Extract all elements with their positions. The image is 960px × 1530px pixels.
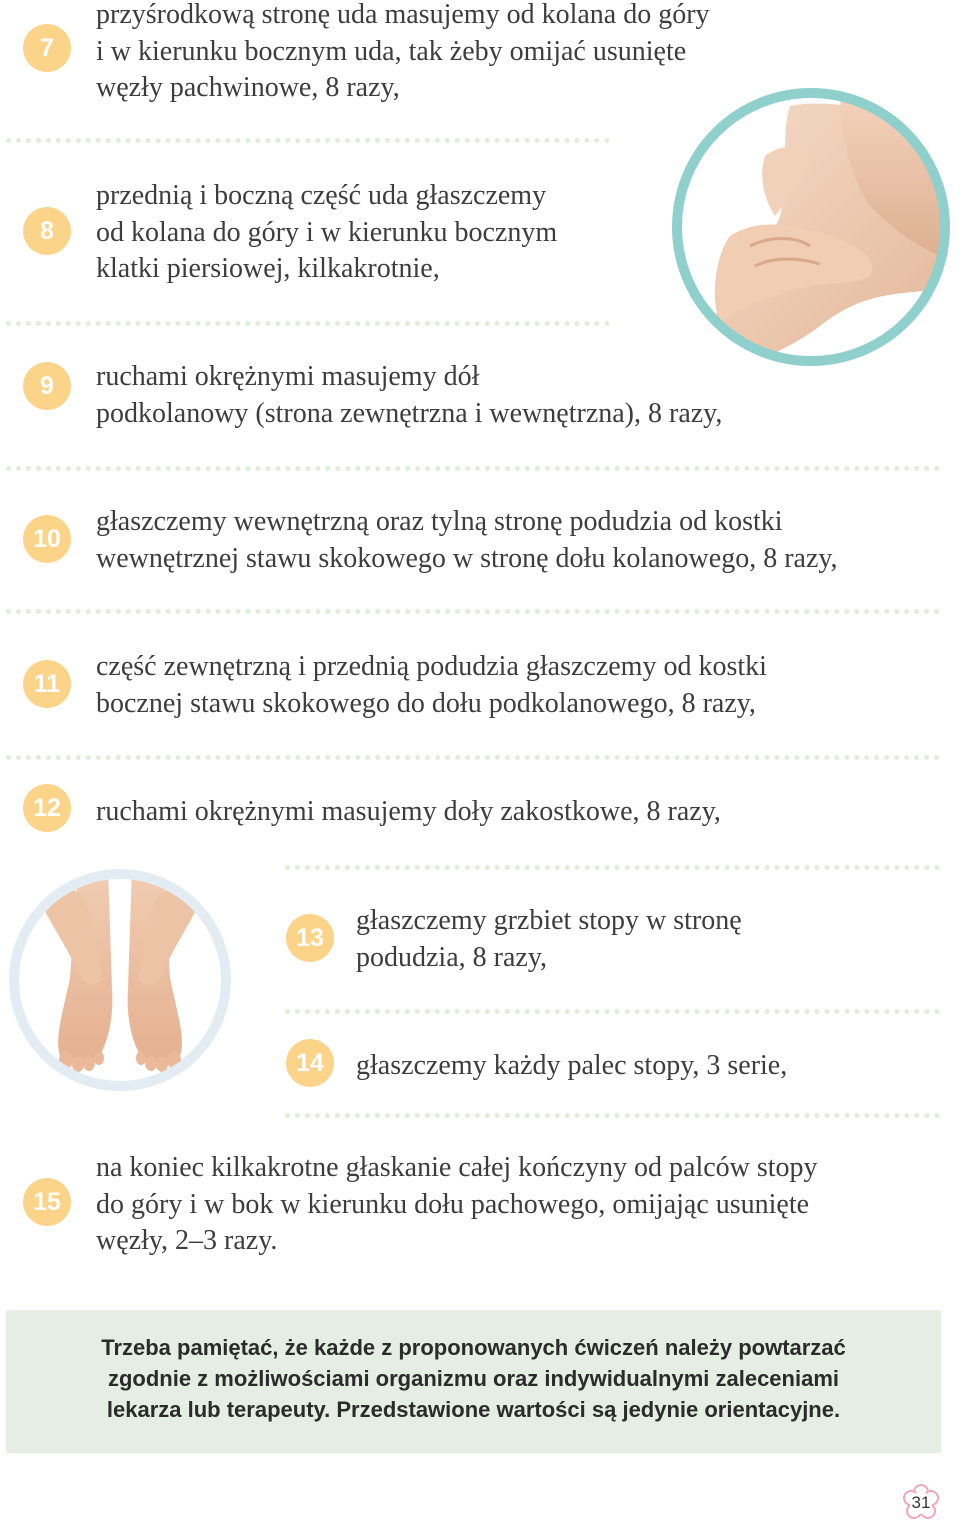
step-13-line: podudzia, 8 razy, <box>356 941 547 973</box>
step-12-text <box>96 794 721 831</box>
step-15-line: węzły, 2–3 razy. <box>96 1225 278 1256</box>
step-8-line: klatki piersiowej, kilkakrotnie, <box>96 253 440 284</box>
step-15-text <box>96 1150 818 1260</box>
step-badge-14: 14 <box>286 1039 334 1087</box>
step-12-line: ruchami okrężnymi masujemy doły zakostkowe, 8 razy, <box>96 796 721 827</box>
divider <box>6 609 940 614</box>
step-9-line: podkolanowy (strona zewnętrzna i wewnętrzna), 8 razy, <box>96 397 723 429</box>
step-10-line: wewnętrznej stawu skokowego w stronę dołu kolanowego, 8 razy, <box>96 542 838 574</box>
divider <box>6 755 940 760</box>
step-8-line: od kolana do góry i w kierunku bocznym <box>96 216 558 248</box>
step-badge-10: 10 <box>23 515 71 563</box>
step-badge-8: 8 <box>23 207 71 255</box>
divider <box>285 865 940 870</box>
divider <box>6 466 940 471</box>
note-box <box>6 1310 941 1453</box>
step-9-line: ruchami okrężnymi masujemy dół <box>96 361 480 392</box>
step-15-line: na koniec kilkakrotne głaskanie całej kończyny od palców stopy <box>96 1152 818 1183</box>
step-13-line: głaszczemy grzbiet stopy w stronę <box>356 905 742 936</box>
step-7-line: i w kierunku bocznym uda, tak żeby omijać usunięte <box>96 35 687 67</box>
step-8-line: przednią i boczną część uda głaszczemy <box>96 180 547 211</box>
step-badge-15: 15 <box>23 1178 71 1226</box>
feet-illustration <box>8 868 232 1092</box>
step-11-line: bocznej stawu skokowego do dołu podkolanowego, 8 razy, <box>96 687 756 719</box>
step-8-text <box>96 178 557 288</box>
step-11-text <box>96 649 767 722</box>
legs-illustration <box>670 86 952 368</box>
note-line: Trzeba pamiętać, że każde z proponowanych ćwiczeń należy powtarzać <box>101 1335 846 1360</box>
step-badge-12: 12 <box>23 784 71 832</box>
step-7-line: przyśrodkową stronę uda masujemy od kolana do góry <box>96 0 710 30</box>
divider <box>285 1009 940 1014</box>
divider <box>285 1113 940 1118</box>
step-10-text <box>96 504 838 577</box>
step-badge-9: 9 <box>23 362 71 410</box>
step-9-text <box>96 359 722 432</box>
step-7-line: węzły pachwinowe, 8 razy, <box>96 72 400 103</box>
note-line: zgodnie z możliwościami organizmu oraz indywidualnymi zaleceniami <box>107 1366 840 1391</box>
divider <box>6 138 610 143</box>
step-7-text <box>96 0 710 107</box>
legs-photo <box>670 86 952 368</box>
step-11-line: część zewnętrzną i przednią podudzia głaszczemy od kostki <box>96 651 767 682</box>
page-number-label: 31 <box>911 1493 931 1512</box>
step-14-line: głaszczemy każdy palec stopy, 3 serie, <box>356 1050 788 1081</box>
step-13-text <box>356 903 742 976</box>
divider <box>6 321 610 326</box>
step-10-line: głaszczemy wewnętrzną oraz tylną stronę podudzia od kostki <box>96 506 783 537</box>
page-number <box>902 1484 940 1522</box>
feet-photo <box>8 868 232 1092</box>
step-badge-13: 13 <box>286 914 334 962</box>
note-line: lekarza lub terapeuty. Przedstawione wartości są jedynie orientacyjne. <box>106 1397 841 1422</box>
step-badge-7: 7 <box>23 24 71 72</box>
step-14-text <box>356 1048 787 1085</box>
note-text <box>6 1332 941 1425</box>
step-badge-11: 11 <box>23 660 71 708</box>
step-15-line: do góry i w bok w kierunku dołu pachowego, omijając usunięte <box>96 1188 810 1220</box>
